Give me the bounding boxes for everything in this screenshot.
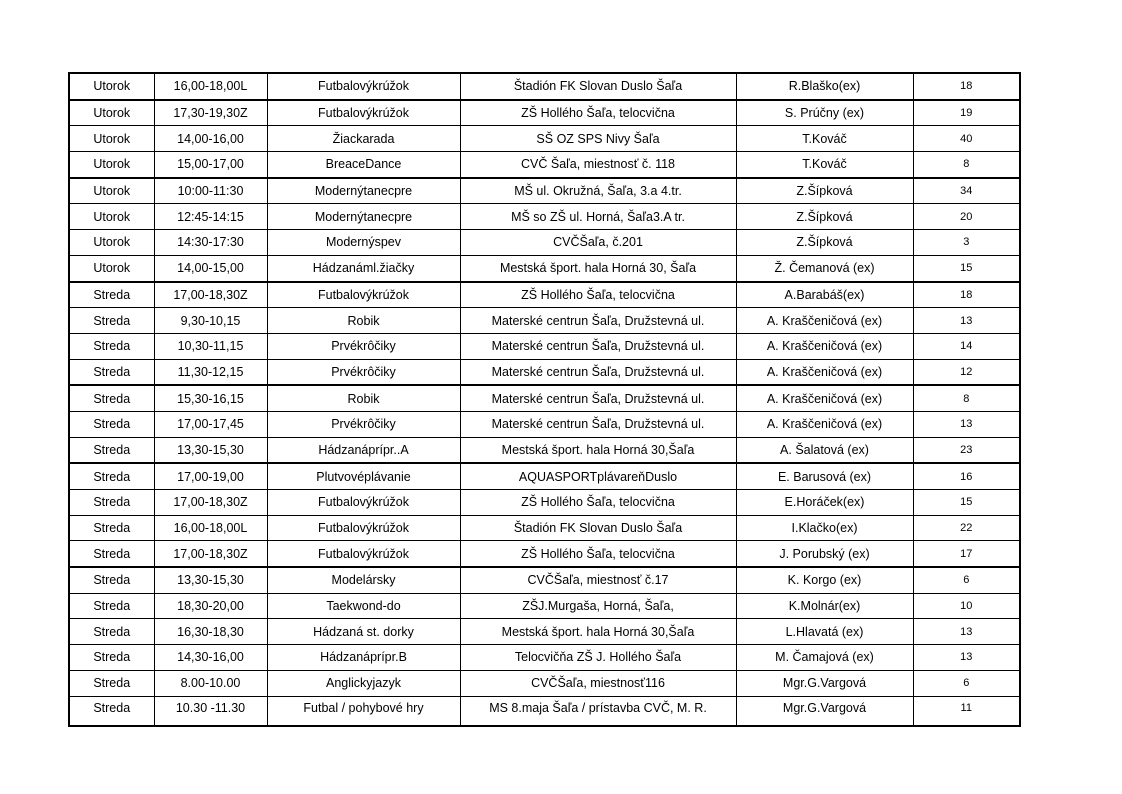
day-cell: Utorok — [69, 255, 154, 281]
table-row — [69, 490, 1020, 516]
day-cell: Utorok — [69, 230, 154, 256]
location-cell: ZŠ Hollého Šaľa, telocvična — [460, 490, 736, 516]
leader-cell: Ž. Čemanová (ex) — [736, 255, 913, 281]
activity-cell: Hádzanáprípr..A — [267, 437, 460, 463]
leader-cell: E.Horáček(ex) — [736, 490, 913, 516]
count-cell: 6 — [913, 567, 1020, 593]
count-cell: 18 — [913, 73, 1020, 100]
leader-cell: A. Kraščeničová (ex) — [736, 308, 913, 334]
activity-cell: Žiackarada — [267, 126, 460, 152]
location-cell: CVČŠaľa, miestnosť č.17 — [460, 567, 736, 593]
count-cell: 15 — [913, 490, 1020, 516]
day-cell: Utorok — [69, 204, 154, 230]
activity-cell: Modernýspev — [267, 230, 460, 256]
day-cell: Streda — [69, 515, 154, 541]
table-row — [69, 308, 1020, 334]
location-cell: ZŠ Hollého Šaľa, telocvična — [460, 100, 736, 126]
time-cell: 10:00-11:30 — [154, 178, 267, 204]
location-cell: ZŠ Hollého Šaľa, telocvična — [460, 541, 736, 567]
table-row — [69, 619, 1020, 645]
time-cell: 17,00-18,30Z — [154, 282, 267, 308]
location-cell: Materské centrun Šaľa, Družstevná ul. — [460, 308, 736, 334]
leader-cell: A. Kraščeničová (ex) — [736, 333, 913, 359]
leader-cell: A. Kraščeničová (ex) — [736, 411, 913, 437]
day-cell: Streda — [69, 696, 154, 726]
count-cell: 15 — [913, 255, 1020, 281]
day-cell: Streda — [69, 463, 154, 489]
location-cell: Mestská šport. hala Horná 30,Šaľa — [460, 437, 736, 463]
activity-cell: Anglickyjazyk — [267, 670, 460, 696]
table-row — [69, 126, 1020, 152]
count-cell: 12 — [913, 359, 1020, 385]
location-cell: CVČ Šaľa, miestnosť č. 118 — [460, 152, 736, 178]
time-cell: 17,00-17,45 — [154, 411, 267, 437]
location-cell: MŠ so ZŠ ul. Horná, Šaľa3.A tr. — [460, 204, 736, 230]
table-row — [69, 437, 1020, 463]
location-cell: CVČŠaľa, č.201 — [460, 230, 736, 256]
time-cell: 17,00-19,00 — [154, 463, 267, 489]
location-cell: AQUASPORTplávareňDuslo — [460, 463, 736, 489]
count-cell: 40 — [913, 126, 1020, 152]
leader-cell: S. Prúčny (ex) — [736, 100, 913, 126]
count-cell: 6 — [913, 670, 1020, 696]
leader-cell: A. Kraščeničová (ex) — [736, 385, 913, 411]
day-cell: Utorok — [69, 152, 154, 178]
day-cell: Utorok — [69, 73, 154, 100]
activity-cell: Futbalovýkrúžok — [267, 515, 460, 541]
time-cell: 16,00-18,00L — [154, 515, 267, 541]
count-cell: 10 — [913, 593, 1020, 619]
location-cell: Štadión FK Slovan Duslo Šaľa — [460, 73, 736, 100]
activity-cell: Modernýtanecpre — [267, 204, 460, 230]
location-cell: CVČŠaľa, miestnosť116 — [460, 670, 736, 696]
table-row — [69, 593, 1020, 619]
schedule-table — [68, 72, 1021, 727]
table-row — [69, 567, 1020, 593]
table-row — [69, 359, 1020, 385]
location-cell: Mestská šport. hala Horná 30, Šaľa — [460, 255, 736, 281]
day-cell: Streda — [69, 567, 154, 593]
time-cell: 16,30-18,30 — [154, 619, 267, 645]
day-cell: Streda — [69, 490, 154, 516]
time-cell: 17,00-18,30Z — [154, 490, 267, 516]
activity-cell: Prvékrôčiky — [267, 333, 460, 359]
location-cell: Mestská šport. hala Horná 30,Šaľa — [460, 619, 736, 645]
day-cell: Streda — [69, 670, 154, 696]
day-cell: Utorok — [69, 178, 154, 204]
leader-cell: L.Hlavatá (ex) — [736, 619, 913, 645]
count-cell: 13 — [913, 308, 1020, 334]
time-cell: 10,30-11,15 — [154, 333, 267, 359]
leader-cell: E. Barusová (ex) — [736, 463, 913, 489]
activity-cell: Futbalovýkrúžok — [267, 541, 460, 567]
activity-cell: Plutvovéplávanie — [267, 463, 460, 489]
time-cell: 11,30-12,15 — [154, 359, 267, 385]
activity-cell: Futbal / pohybové hry — [267, 696, 460, 726]
count-cell: 19 — [913, 100, 1020, 126]
table-row — [69, 204, 1020, 230]
activity-cell: Futbalovýkrúžok — [267, 100, 460, 126]
table-row — [69, 645, 1020, 671]
leader-cell: I.Klačko(ex) — [736, 515, 913, 541]
day-cell: Streda — [69, 645, 154, 671]
day-cell: Streda — [69, 385, 154, 411]
count-cell: 8 — [913, 385, 1020, 411]
count-cell: 13 — [913, 619, 1020, 645]
time-cell: 13,30-15,30 — [154, 567, 267, 593]
time-cell: 14:30-17:30 — [154, 230, 267, 256]
count-cell: 23 — [913, 437, 1020, 463]
leader-cell: Mgr.G.Vargová — [736, 670, 913, 696]
activity-cell: Hádzanáml.žiačky — [267, 255, 460, 281]
count-cell: 14 — [913, 333, 1020, 359]
count-cell: 8 — [913, 152, 1020, 178]
time-cell: 10.30 -11.30 — [154, 696, 267, 726]
time-cell: 13,30-15,30 — [154, 437, 267, 463]
leader-cell: K. Korgo (ex) — [736, 567, 913, 593]
day-cell: Streda — [69, 411, 154, 437]
count-cell: 13 — [913, 645, 1020, 671]
location-cell: Materské centrun Šaľa, Družstevná ul. — [460, 359, 736, 385]
activity-cell: Hádzanáprípr.B — [267, 645, 460, 671]
table-row — [69, 230, 1020, 256]
leader-cell: T.Kováč — [736, 152, 913, 178]
location-cell: ZŠJ.Murgaša, Horná, Šaľa, — [460, 593, 736, 619]
location-cell: SŠ OZ SPS Nivy Šaľa — [460, 126, 736, 152]
activity-cell: BreaceDance — [267, 152, 460, 178]
day-cell: Streda — [69, 541, 154, 567]
day-cell: Utorok — [69, 126, 154, 152]
count-cell: 34 — [913, 178, 1020, 204]
activity-cell: Robik — [267, 308, 460, 334]
time-cell: 17,30-19,30Z — [154, 100, 267, 126]
activity-cell: Futbalovýkrúžok — [267, 490, 460, 516]
time-cell: 17,00-18,30Z — [154, 541, 267, 567]
time-cell: 9,30-10,15 — [154, 308, 267, 334]
day-cell: Streda — [69, 437, 154, 463]
table-row — [69, 282, 1020, 308]
time-cell: 15,00-17,00 — [154, 152, 267, 178]
day-cell: Utorok — [69, 100, 154, 126]
count-cell: 22 — [913, 515, 1020, 541]
activity-cell: Modelársky — [267, 567, 460, 593]
time-cell: 8.00-10.00 — [154, 670, 267, 696]
table-row — [69, 152, 1020, 178]
count-cell: 18 — [913, 282, 1020, 308]
day-cell: Streda — [69, 359, 154, 385]
leader-cell: Z.Šípková — [736, 178, 913, 204]
table-row — [69, 73, 1020, 100]
leader-cell: A.Barabáš(ex) — [736, 282, 913, 308]
leader-cell: A. Kraščeničová (ex) — [736, 359, 913, 385]
table-row — [69, 333, 1020, 359]
location-cell: MŠ ul. Okružná, Šaľa, 3.a 4.tr. — [460, 178, 736, 204]
activity-cell: Taekwond-do — [267, 593, 460, 619]
leader-cell: M. Čamajová (ex) — [736, 645, 913, 671]
count-cell: 17 — [913, 541, 1020, 567]
leader-cell: K.Molnár(ex) — [736, 593, 913, 619]
time-cell: 14,00-16,00 — [154, 126, 267, 152]
leader-cell: J. Porubský (ex) — [736, 541, 913, 567]
table-row — [69, 385, 1020, 411]
table-row — [69, 100, 1020, 126]
leader-cell: Z.Šípková — [736, 204, 913, 230]
location-cell: Štadión FK Slovan Duslo Šaľa — [460, 515, 736, 541]
table-row — [69, 515, 1020, 541]
count-cell: 20 — [913, 204, 1020, 230]
time-cell: 16,00-18,00L — [154, 73, 267, 100]
table-row — [69, 178, 1020, 204]
day-cell: Streda — [69, 308, 154, 334]
time-cell: 18,30-20,00 — [154, 593, 267, 619]
leader-cell: Mgr.G.Vargová — [736, 696, 913, 726]
location-cell: Materské centrun Šaľa, Družstevná ul. — [460, 333, 736, 359]
leader-cell: Z.Šípková — [736, 230, 913, 256]
day-cell: Streda — [69, 593, 154, 619]
location-cell: Materské centrun Šaľa, Družstevná ul. — [460, 411, 736, 437]
day-cell: Streda — [69, 333, 154, 359]
count-cell: 16 — [913, 463, 1020, 489]
table-row — [69, 696, 1020, 726]
activity-cell: Futbalovýkrúžok — [267, 73, 460, 100]
count-cell: 3 — [913, 230, 1020, 256]
table-row — [69, 670, 1020, 696]
time-cell: 14,30-16,00 — [154, 645, 267, 671]
location-cell: ZŠ Hollého Šaľa, telocvična — [460, 282, 736, 308]
activity-cell: Modernýtanecpre — [267, 178, 460, 204]
leader-cell: A. Šalatová (ex) — [736, 437, 913, 463]
leader-cell: R.Blaško(ex) — [736, 73, 913, 100]
table-row — [69, 541, 1020, 567]
day-cell: Streda — [69, 282, 154, 308]
count-cell: 11 — [913, 696, 1020, 726]
table-row — [69, 411, 1020, 437]
schedule-sheet — [68, 72, 1019, 727]
location-cell: Telocvičňa ZŠ J. Hollého Šaľa — [460, 645, 736, 671]
leader-cell: T.Kováč — [736, 126, 913, 152]
activity-cell: Hádzaná st. dorky — [267, 619, 460, 645]
table-row — [69, 463, 1020, 489]
table-row — [69, 255, 1020, 281]
schedule-table-body — [69, 73, 1020, 726]
activity-cell: Futbalovýkrúžok — [267, 282, 460, 308]
activity-cell: Robik — [267, 385, 460, 411]
activity-cell: Prvékrôčiky — [267, 411, 460, 437]
time-cell: 14,00-15,00 — [154, 255, 267, 281]
time-cell: 12:45-14:15 — [154, 204, 267, 230]
location-cell: MS 8.maja Šaľa / prístavba CVČ, M. R. — [460, 696, 736, 726]
day-cell: Streda — [69, 619, 154, 645]
count-cell: 13 — [913, 411, 1020, 437]
location-cell: Materské centrun Šaľa, Družstevná ul. — [460, 385, 736, 411]
activity-cell: Prvékrôčiky — [267, 359, 460, 385]
time-cell: 15,30-16,15 — [154, 385, 267, 411]
